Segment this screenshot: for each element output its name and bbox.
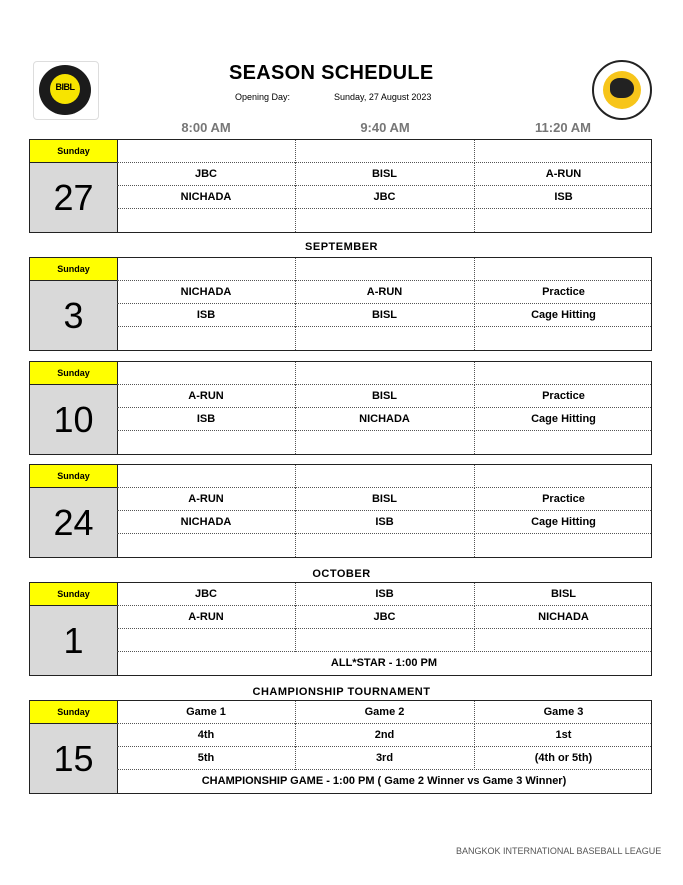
isb-panther-logo xyxy=(592,60,652,120)
matchup-cell xyxy=(474,209,652,232)
matchup-cell: JBC xyxy=(194,168,217,180)
matchup-cell: NICHADA xyxy=(295,408,473,431)
matchup-grid xyxy=(117,362,651,454)
schedule-row xyxy=(117,629,651,652)
schedule-row xyxy=(117,606,651,629)
matchup-cell: 3rd xyxy=(295,747,473,770)
date-number: 3 xyxy=(30,281,117,350)
matchup-cell: A-RUN xyxy=(188,611,224,623)
month-heading-october: OCTOBER xyxy=(312,568,371,580)
schedule-row xyxy=(117,209,651,232)
matchup-cell xyxy=(474,327,652,350)
day-label: Sunday xyxy=(30,465,117,488)
matchup-cell xyxy=(117,209,295,232)
schedule-row xyxy=(117,408,651,431)
schedule-row xyxy=(117,465,651,488)
matchup-cell: ISB xyxy=(474,186,652,209)
matchup-cell: ISB xyxy=(196,413,216,425)
day-label: Sunday xyxy=(30,140,117,163)
matchup-cell xyxy=(295,140,473,163)
matchup-cell xyxy=(117,629,295,652)
matchup-grid xyxy=(117,583,651,675)
matchup-cell xyxy=(474,140,652,163)
championship-heading: CHAMPIONSHIP TOURNAMENT xyxy=(252,686,431,698)
day-column xyxy=(30,701,118,793)
matchup-cell: A-RUN xyxy=(474,163,652,186)
matchup-grid xyxy=(117,701,651,793)
date-number: 15 xyxy=(30,724,117,793)
matchup-cell xyxy=(474,258,652,281)
matchup-cell: NICHADA xyxy=(474,606,652,629)
matchup-cell: BISL xyxy=(295,385,473,408)
footer-league-name: BANGKOK INTERNATIONAL BASEBALL LEAGUE xyxy=(456,846,662,856)
schedule-row xyxy=(117,327,651,350)
day-label: Sunday xyxy=(30,701,117,724)
matchup-cell xyxy=(117,465,295,488)
schedule-row xyxy=(117,281,651,304)
schedule-row xyxy=(117,258,651,281)
matchup-cell xyxy=(295,431,473,454)
matchup-cell: JBC xyxy=(295,186,473,209)
week-block xyxy=(29,361,652,455)
page-title: SEASON SCHEDULE xyxy=(229,62,434,84)
schedule-row xyxy=(117,511,651,534)
matchup-cell xyxy=(474,465,652,488)
matchup-cell: Cage Hitting xyxy=(474,304,652,327)
schedule-row xyxy=(117,583,651,606)
matchup-cell: (4th or 5th) xyxy=(474,747,652,770)
matchup-cell: A-RUN xyxy=(188,390,224,402)
matchup-cell xyxy=(295,209,473,232)
matchup-cell xyxy=(295,534,473,557)
schedule-row xyxy=(117,163,651,186)
matchup-cell: ISB xyxy=(196,309,216,321)
matchup-cell: BISL xyxy=(295,163,473,186)
matchup-grid xyxy=(117,258,651,350)
matchup-cell xyxy=(117,258,295,281)
date-number: 10 xyxy=(30,385,117,454)
day-column xyxy=(30,258,118,350)
event-note: CHAMPIONSHIP GAME - 1:00 PM ( Game 2 Winner vs Game 3 Winner) xyxy=(201,775,567,787)
week-block xyxy=(29,464,652,558)
schedule-row xyxy=(117,747,651,770)
matchup-cell xyxy=(295,258,473,281)
time-slot-3: 11:20 AM xyxy=(535,120,591,135)
day-column xyxy=(30,140,118,232)
matchup-cell xyxy=(117,362,295,385)
matchup-cell xyxy=(474,629,652,652)
matchup-cell: NICHADA xyxy=(180,191,232,203)
matchup-cell: Cage Hitting xyxy=(474,511,652,534)
matchup-cell: Game 2 xyxy=(295,701,473,724)
week-block xyxy=(29,582,652,676)
matchup-cell: Cage Hitting xyxy=(474,408,652,431)
schedule-row xyxy=(117,140,651,163)
event-note: ALL*STAR - 1:00 PM xyxy=(330,657,438,669)
matchup-cell: BISL xyxy=(295,304,473,327)
schedule-row xyxy=(117,431,651,454)
day-column xyxy=(30,362,118,454)
week-block xyxy=(29,700,652,794)
schedule-row xyxy=(117,701,651,724)
matchup-cell: Game 3 xyxy=(474,701,652,724)
matchup-cell: JBC xyxy=(194,588,217,600)
matchup-cell: Practice xyxy=(474,385,652,408)
matchup-cell xyxy=(295,362,473,385)
matchup-cell: ISB xyxy=(295,511,473,534)
schedule-row xyxy=(117,385,651,408)
matchup-cell xyxy=(295,327,473,350)
matchup-cell xyxy=(117,431,295,454)
schedule-row xyxy=(117,362,651,385)
schedule-row xyxy=(117,724,651,747)
matchup-grid xyxy=(117,465,651,557)
day-column xyxy=(30,465,118,557)
date-number: 27 xyxy=(30,163,117,232)
matchup-cell: 5th xyxy=(197,752,215,764)
opening-day-label: Opening Day: xyxy=(235,92,291,102)
matchup-cell: 2nd xyxy=(295,724,473,747)
schedule-row xyxy=(117,488,651,511)
date-number: 24 xyxy=(30,488,117,557)
day-column xyxy=(30,583,118,675)
matchup-cell xyxy=(474,362,652,385)
matchup-cell: 4th xyxy=(197,729,215,741)
matchup-cell xyxy=(474,431,652,454)
matchup-cell: NICHADA xyxy=(180,286,232,298)
matchup-cell: ISB xyxy=(295,583,473,606)
matchup-cell xyxy=(117,534,295,557)
matchup-cell xyxy=(295,629,473,652)
matchup-cell: Practice xyxy=(474,281,652,304)
schedule-row xyxy=(117,534,651,557)
time-slot-1: 8:00 AM xyxy=(181,120,231,135)
matchup-cell xyxy=(117,327,295,350)
logo-text: BIBL xyxy=(55,82,75,92)
day-label: Sunday xyxy=(30,583,117,606)
day-label: Sunday xyxy=(30,362,117,385)
matchup-cell: Practice xyxy=(474,488,652,511)
month-heading-september: SEPTEMBER xyxy=(305,241,378,253)
matchup-cell: NICHADA xyxy=(180,516,232,528)
matchup-cell xyxy=(474,534,652,557)
matchup-cell: BISL xyxy=(295,488,473,511)
matchup-cell xyxy=(295,465,473,488)
matchup-grid xyxy=(117,140,651,232)
matchup-cell xyxy=(117,140,295,163)
matchup-cell: 1st xyxy=(474,724,652,747)
opening-day-value: Sunday, 27 August 2023 xyxy=(334,92,432,102)
matchup-cell: A-RUN xyxy=(188,493,224,505)
matchup-cell: JBC xyxy=(295,606,473,629)
week-block xyxy=(29,257,652,351)
bibl-logo xyxy=(33,61,99,120)
week-block xyxy=(29,139,652,233)
matchup-cell: Game 1 xyxy=(186,706,226,718)
time-slot-2: 9:40 AM xyxy=(360,120,410,135)
day-label: Sunday xyxy=(30,258,117,281)
matchup-cell: A-RUN xyxy=(295,281,473,304)
schedule-row xyxy=(117,304,651,327)
date-number: 1 xyxy=(30,606,117,675)
matchup-cell: BISL xyxy=(474,583,652,606)
schedule-row xyxy=(117,186,651,209)
